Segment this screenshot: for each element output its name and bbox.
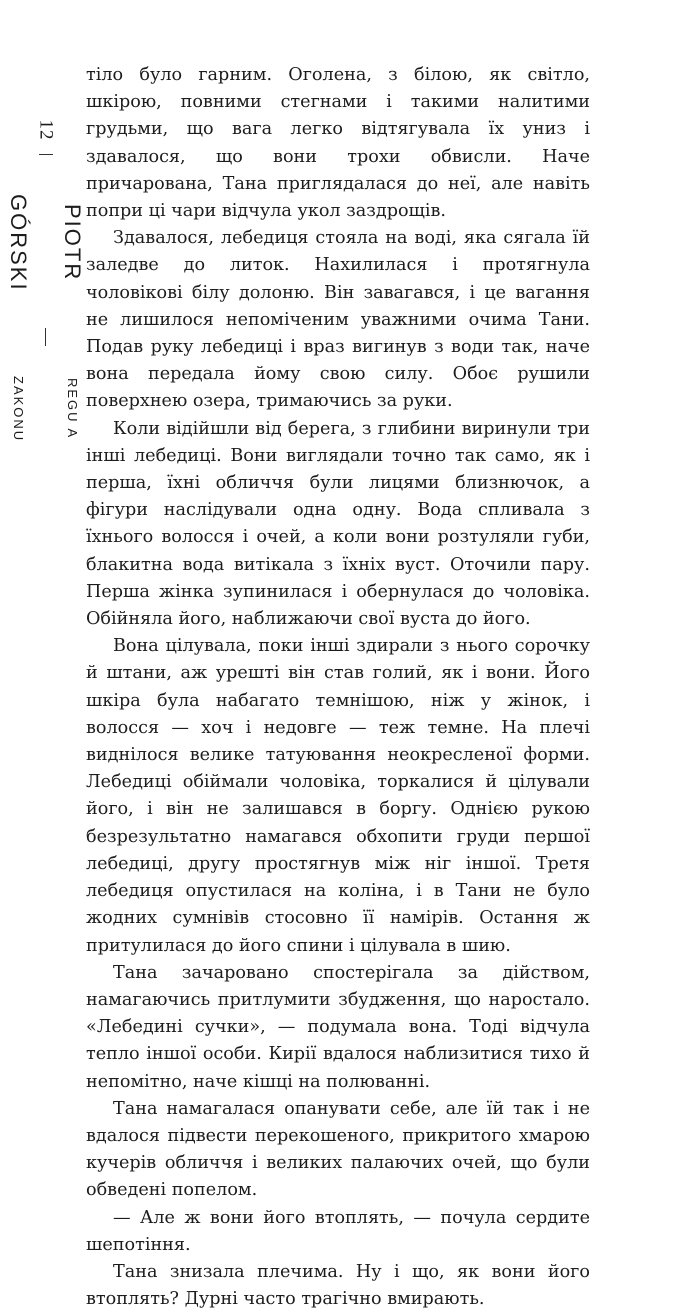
running-head-divider — [39, 154, 53, 155]
paragraph: Здавалося, лебедиця стояла на воді, яка сягала їй заледве до литок. Нахилилася і протягнула чоловікові білу долоню. Він завагався, і це вагання не лишилося непоміченим уважними очима Тани. Подав руку лебедиці і враз вигинув з води так, наче вона передала йому свою силу. Обоє рушили поверхнею озера, тримаючись за руки. — [86, 228, 590, 412]
paragraph: Тана знизала плечима. Ну і що, як вони його втоплять? Дурні часто трагічно вмирають. — [86, 1261, 590, 1310]
paragraph: — Але ж вони його втоплять, — почула сердите шепотіння. — [86, 1207, 590, 1255]
paragraph: Вона цілувала, поки інші здирали з нього сорочку й штани, аж урешті він став голий, як і вони. Його шкіра була набагато темнішою, ніж у жінок, і волосся — хоч і недовге — теж темне. На плечі виднілося велике татуювання неокресленої форми. Лебедиці обіймали чоловіка, торкалися й цілували його, і він не залишався в боргу. Однією рукою безрезультатно намагався обхопити груди першої лебедиці, другу простягнув між ніг іншої. Третя лебедиця опустилася на коліна, і в Тани не було жодних сумнівів стосовно її намірів. Остання ж притулилася до його спини і цілувала в шию. — [86, 636, 590, 956]
paragraph: Коли відійшли від берега, з глибини виринули три інші лебедиці. Вони виглядали точно так само, як і перша, їхні обличчя були лицями близнючок, а фігури наслідували одна одну. Вода спливала з їхнього волосся і очей, а коли вони розтуляли губи, блакитна вода витікала з їхніх вуст. Оточили пару. Перша жінка зупинилася і обернулася до чоловіка. Обійняла його, наближаючи свої вуста до його. — [86, 418, 590, 630]
paragraph: Тана зачаровано спостерігала за дійством, намагаючись притлумити збудження, що наростало. «Лебедині сучки», — подумала вона. Тоді відчула тепло іншої особи. Кирії вдалося наблизитися тихо й непомітно, наче кішці на полюванні. — [86, 962, 590, 1092]
paragraph: тіло було гарним. Оголена, з білою, як світло, шкірою, повними стегнами і такими налитими грудьми, що вага легко відтягувала їх униз і здавалося, що вони трохи обвисли. Наче причарована, Тана приглядалася до неї, але навіть попри ці чари відчула укол заздрощів. — [86, 65, 590, 222]
running-head — [6, 112, 85, 672]
body-text — [86, 62, 590, 1313]
running-head-series: REGU A ZAKONU — [11, 375, 80, 443]
page-number: 12 — [35, 119, 56, 141]
paragraph: Тана намагалася опанувати себе, але їй так і не вдалося підвести перекошеного, прикритого хмарою кучерів обличчя і великих палаючих очей, що були обведені попелом. — [86, 1098, 590, 1201]
running-head-author: PIOTR GÓRSKI — [6, 194, 85, 292]
running-head-divider — [45, 328, 46, 346]
